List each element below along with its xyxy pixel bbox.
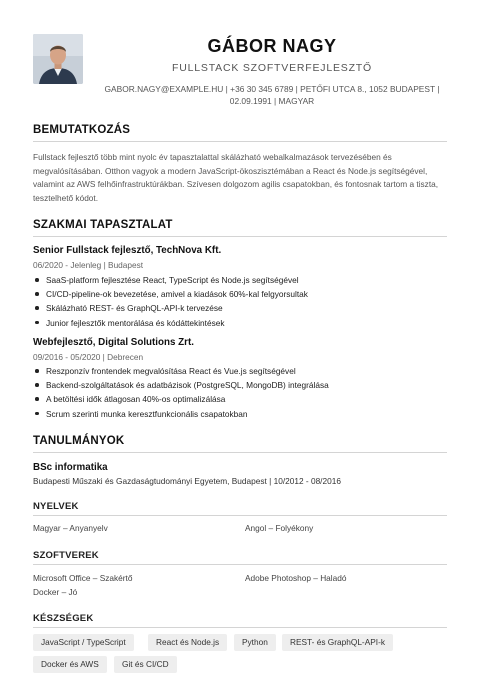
skill-tag: React és Node.js	[148, 634, 227, 651]
summary-text: Fullstack fejlesztő több mint nyolc év tapasztalattal skálázható webalkalmazások tervezésében és megvalósításában. Otthon vagyok a modern JavaScript-ökoszisztémában a React és Node.js segítségével, valamint az AWS felhőinfrastruktúrákban. Szívesen dolgozom agilis csapatokban, és fontosnak tartom a tiszta, tesztelhető kódot.	[33, 152, 439, 203]
education-meta: Budapesti Műszaki és Gazdaságtudományi Egyetem, Budapest | 10/2012 - 08/2016	[33, 476, 341, 486]
language-item: Magyar – Anyanyelv	[33, 523, 108, 533]
job-title: Senior Fullstack fejlesztő, TechNova Kft.	[33, 245, 222, 256]
contact-line: GABOR.NAGY@EXAMPLE.HU | +36 30 345 6789 | PETŐFI UTCA 8., 1052 BUDAPEST |	[104, 84, 440, 94]
software-item: Adobe Photoshop – Haladó	[245, 573, 347, 583]
section-heading-experience: SZAKMAI TAPASZTALAT	[33, 219, 173, 231]
section-heading-education: TANULMÁNYOK	[33, 435, 125, 447]
job-meta: 09/2016 - 05/2020 | Debrecen	[33, 352, 144, 362]
list-item: SaaS-platform fejlesztése React, TypeScript és Node.js segítségével	[33, 273, 447, 287]
section-divider	[33, 515, 447, 516]
software-item: Docker – Jó	[33, 587, 78, 597]
section-divider	[33, 236, 447, 237]
skill-tag: Git és CI/CD	[114, 656, 177, 673]
job-bullets	[33, 273, 447, 330]
resume-header	[92, 36, 452, 107]
section-heading-software: SZOFTVEREK	[33, 550, 99, 561]
section-heading-languages: NYELVEK	[33, 501, 79, 512]
job-title: Webfejlesztő, Digital Solutions Zrt.	[33, 337, 194, 348]
software-item: Microsoft Office – Szakértő	[33, 573, 133, 583]
section-heading-skills: KÉSZSÉGEK	[33, 613, 94, 624]
profile-photo	[33, 34, 83, 84]
job-bullets	[33, 364, 447, 421]
contact-line: 02.09.1991 | MAGYAR	[229, 96, 315, 106]
list-item: Scrum szerinti munka keresztfunkcionális csapatokban	[33, 407, 447, 421]
list-item: Junior fejlesztők mentorálása és kódáttekintések	[33, 316, 447, 330]
list-item: Reszponzív frontendek megvalósítása React és Vue.js segítségével	[33, 364, 447, 378]
skill-tag: JavaScript / TypeScript	[33, 634, 134, 651]
section-divider	[33, 627, 447, 628]
section-divider	[33, 564, 447, 565]
list-item: Skálázható REST- és GraphQL-API-k tervezése	[33, 301, 447, 315]
skill-tag: REST- és GraphQL-API-k	[282, 634, 393, 651]
section-divider	[33, 452, 447, 453]
section-heading-summary: BEMUTATKOZÁS	[33, 124, 131, 136]
job-meta: 06/2020 - Jelenleg | Budapest	[33, 260, 144, 270]
list-item: A betöltési idők átlagosan 40%-os optimalizálása	[33, 392, 447, 406]
contact-info	[92, 83, 452, 107]
list-item: CI/CD-pipeline-ok bevezetése, amivel a kiadások 60%-kal felgyorsultak	[33, 287, 447, 301]
language-item: Angol – Folyékony	[245, 523, 314, 533]
skill-tag: Docker és AWS	[33, 656, 107, 673]
job-title-heading: FULLSTACK SZOFTVERFEJLESZTŐ	[172, 62, 372, 74]
candidate-name: GÁBOR NAGY	[207, 36, 337, 56]
section-divider	[33, 141, 447, 142]
skill-tag: Python	[234, 634, 276, 651]
degree-title: BSc informatika	[33, 462, 108, 473]
list-item: Backend-szolgáltatások és adatbázisok (PostgreSQL, MongoDB) integrálása	[33, 378, 447, 392]
